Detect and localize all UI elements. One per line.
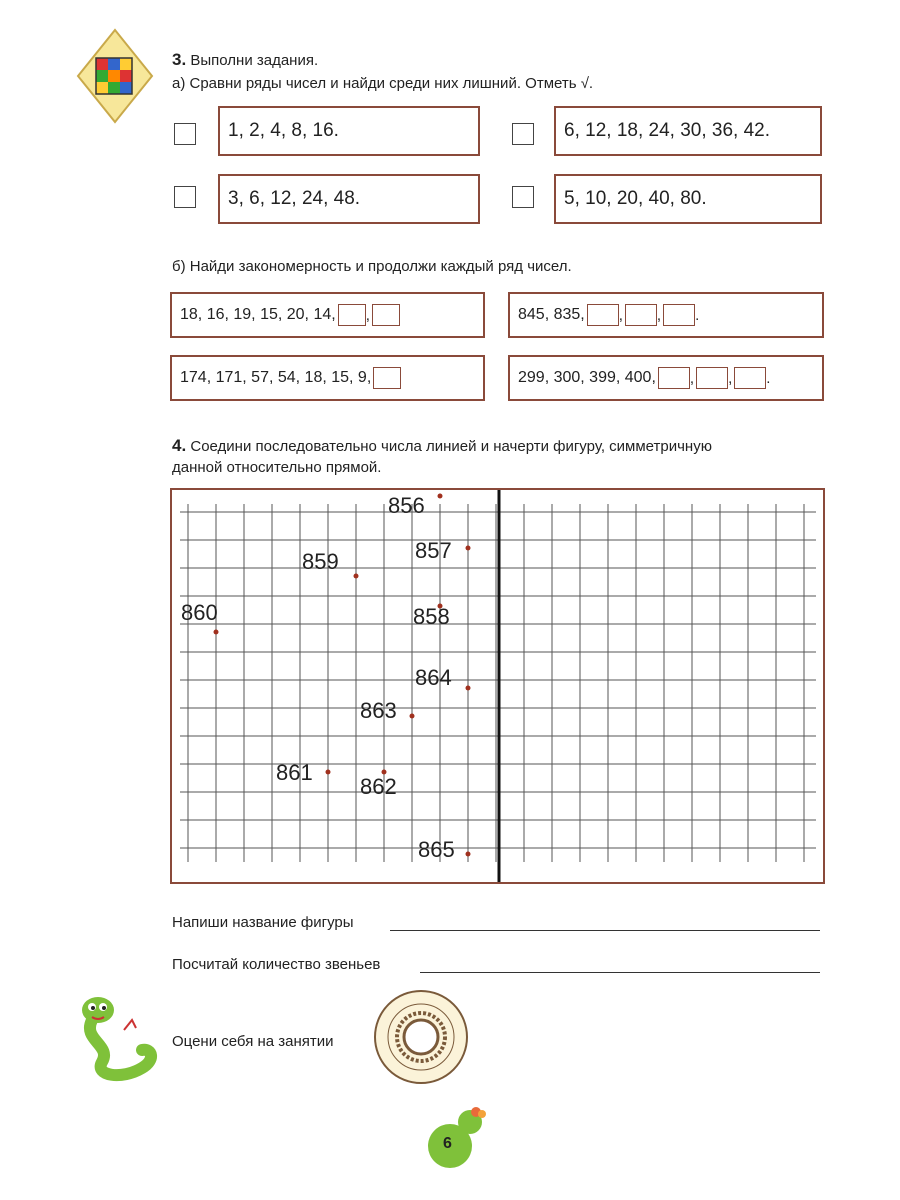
answer-blank[interactable] [373,367,401,389]
grid-point-dot [438,494,443,499]
answer-blank[interactable] [734,367,766,389]
self-rate-label: Оцени себя на занятии [172,1033,334,1050]
answer-blank[interactable] [663,304,695,326]
grid-point-dot [354,574,359,579]
pattern-box-1: 18, 16, 19, 15, 20, 14, , [170,292,485,338]
self-rating-stamp-icon[interactable] [372,988,470,1086]
point-label-862: 862 [360,774,397,799]
task3-part-a: а) Сравни ряды чисел и найди среди них лишний. Отметь √. [172,75,594,92]
checkbox-row1[interactable] [174,123,196,145]
page-number-badge [424,1104,500,1176]
coordinate-grid [170,488,825,884]
pattern-text: 174, 171, 57, 54, 18, 15, 9, [180,369,372,387]
task4-line2: данной относительно прямой. [172,459,382,476]
count-links-answer-line[interactable] [420,972,820,973]
snake-mascot-icon [72,990,162,1082]
point-label-864: 864 [415,665,452,690]
checkbox-row4[interactable] [512,186,534,208]
point-label-861: 861 [276,760,313,785]
grid-point-dot [410,714,415,719]
pattern-box-3 [170,355,485,401]
point-label-860: 860 [181,600,218,625]
sequence-text: 1, 2, 4, 8, 16. [228,120,339,141]
sequence-box-4 [554,174,822,224]
answer-blank[interactable] [338,304,366,326]
sequence-box-1 [218,106,480,156]
rubik-cube-icon [76,28,154,124]
answer-blank[interactable] [658,367,690,389]
task4-line1: Соедини последовательно числа линией и начерти фигуру, симметричную [190,438,712,455]
sequence-box-3 [218,174,480,224]
task4-number: 4. [172,436,187,455]
answer-blank[interactable] [625,304,657,326]
page-number: 6 [443,1135,452,1152]
sequence-text: 5, 10, 20, 40, 80. [564,188,707,209]
sequence-text: 3, 6, 12, 24, 48. [228,188,361,209]
grid-point-dot [466,546,471,551]
grid-point-dot [326,770,331,775]
point-label-865: 865 [418,837,455,862]
checkbox-row2[interactable] [512,123,534,145]
checkbox-row3[interactable] [174,186,196,208]
answer-blank[interactable] [372,304,400,326]
sequence-text: 6, 12, 18, 24, 30, 36, 42. [564,120,770,141]
pattern-box-4: 299, 300, 399, 400, , , . [508,355,824,401]
pattern-text: 299, 300, 399, 400, [518,369,656,387]
grid-point-dot [466,852,471,857]
task3-number: 3. [172,50,187,69]
point-label-858: 858 [413,604,450,629]
figure-name-label: Напиши название фигуры [172,914,354,931]
pattern-text: 845, 835, [518,306,585,324]
task3-title: Выполни задания. [190,52,319,69]
point-label-859: 859 [302,549,339,574]
count-links-label: Посчитай количество звеньев [172,956,381,973]
point-label-856: 856 [388,493,425,518]
task3-part-b: б) Найди закономерность и продолжи каждый ряд чисел. [172,258,572,275]
point-label-863: 863 [360,698,397,723]
task4-header [172,436,712,456]
pattern-text: 18, 16, 19, 15, 20, 14, [180,306,336,324]
pattern-box-2: 845, 835, , , . [508,292,824,338]
answer-blank[interactable] [696,367,728,389]
point-label-857: 857 [415,538,452,563]
grid-point-dot [466,686,471,691]
sequence-box-2 [554,106,822,156]
task3-header [172,50,318,70]
answer-blank[interactable] [587,304,619,326]
grid-point-dot [214,630,219,635]
figure-name-answer-line[interactable] [390,930,820,931]
